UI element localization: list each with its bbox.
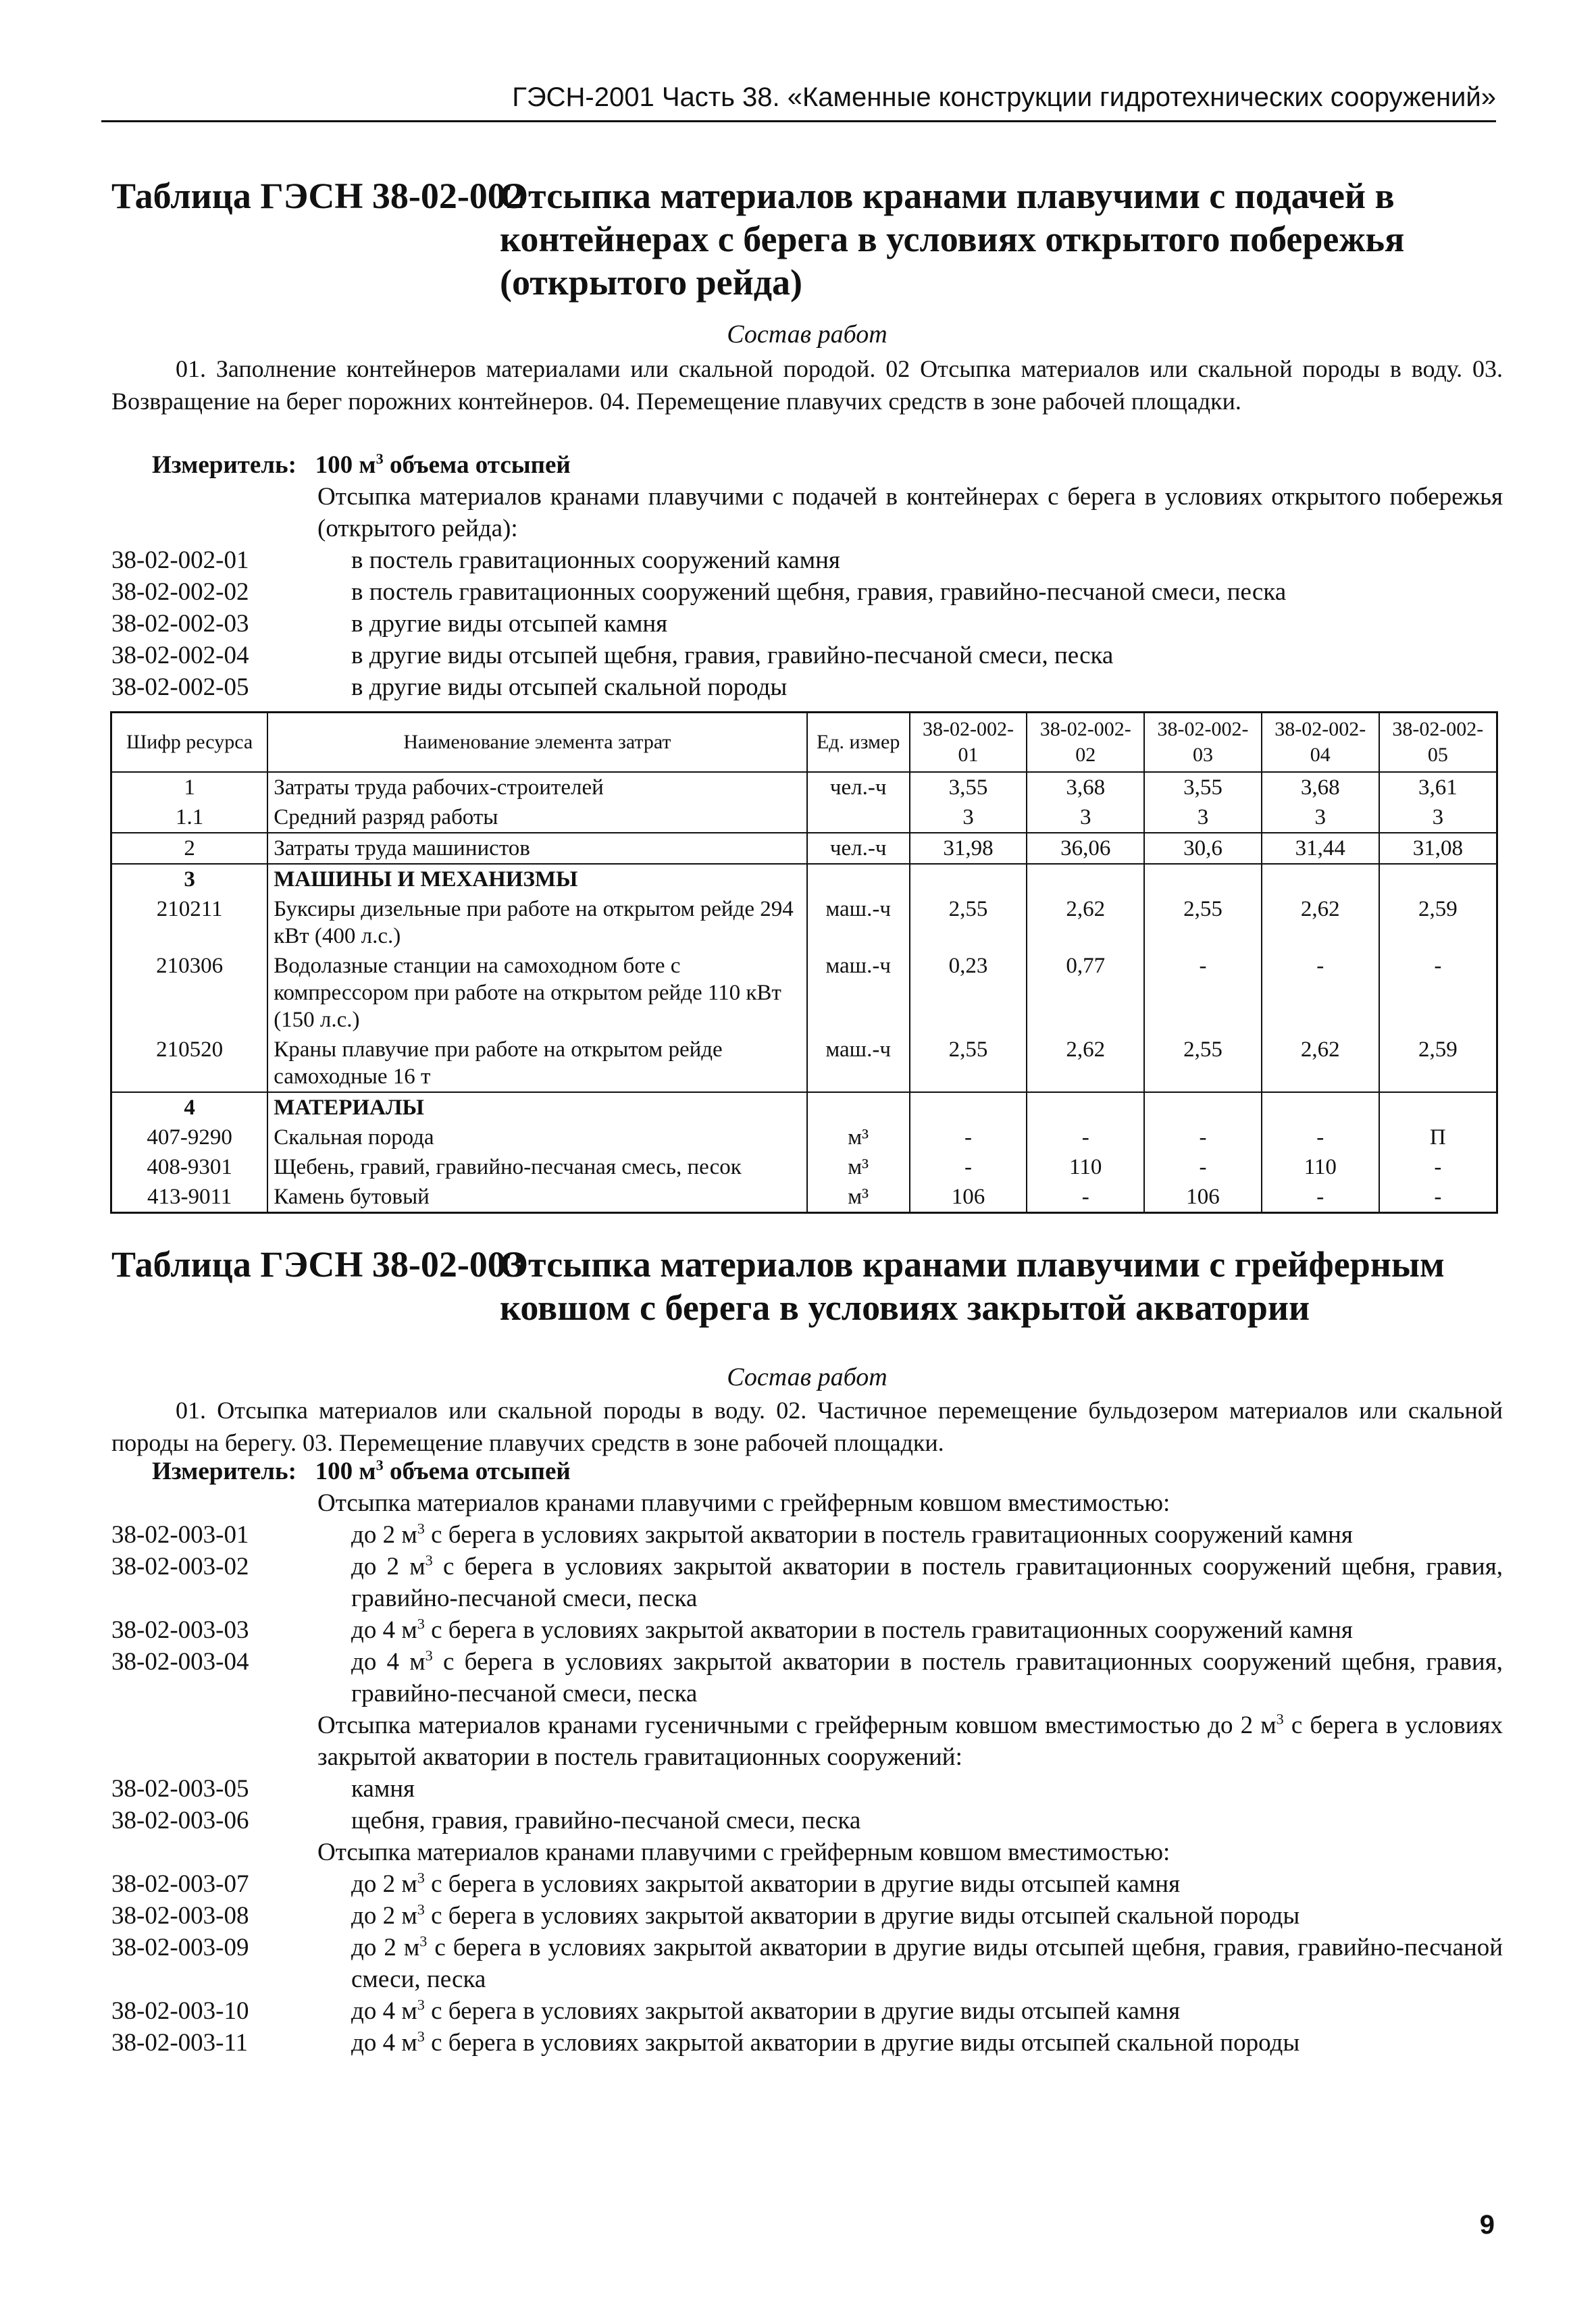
table-row (111, 1182, 1497, 1213)
table2-group1: Отсыпка материалов кранами плавучими с грейферным ковшом вместимостью: (317, 1489, 1170, 1517)
value-cell: 110 (1262, 1152, 1379, 1182)
code-row (111, 1614, 1503, 1646)
value-cell: - (1144, 951, 1262, 1035)
resource-code: 38-02-003-10 (111, 1997, 249, 2025)
code-row (111, 1773, 1503, 1805)
meter-value: 100 м (315, 1458, 376, 1485)
code-row (111, 1932, 1503, 1995)
description-text: с берега в условиях закрытой акватории в другие виды отсыпей скальной породы (431, 2029, 1300, 2057)
group2-sup: 3 (1276, 1710, 1284, 1728)
resource-code: 38-02-003-11 (111, 2029, 249, 2057)
table2-group2 (317, 1709, 1503, 1773)
description-text: с берега в условиях закрытой акватории в другие виды отсыпей камня (431, 1870, 1181, 1898)
value-cell (1262, 1092, 1379, 1123)
code-description (351, 2027, 1503, 2059)
capacity-sup: 3 (417, 1901, 425, 1918)
col-header: Ед. измер (807, 713, 910, 773)
value-cell: - (1027, 1123, 1144, 1152)
description-text: с берега в условиях закрытой акватории в другие виды отсыпей скальной породы (431, 1902, 1300, 1930)
value-cell (1027, 864, 1144, 894)
table-row (111, 1152, 1497, 1182)
resource-code-cell: 1.1 (111, 802, 268, 833)
value-cell (1027, 1092, 1144, 1123)
value-cell: 2,59 (1379, 894, 1497, 951)
table-row (111, 1092, 1497, 1123)
code-description (351, 1646, 1503, 1709)
unit-cell: м³ (807, 1152, 910, 1182)
value-cell (1262, 864, 1379, 894)
code-row (111, 1646, 1503, 1709)
value-cell: 106 (1144, 1182, 1262, 1213)
resource-code: 38-02-002-02 (111, 578, 249, 606)
capacity-prefix: до 2 м (351, 1902, 417, 1930)
value-cell (910, 1092, 1027, 1123)
code-description (351, 1932, 1503, 1995)
resource-code: 38-02-003-08 (111, 1902, 249, 1930)
capacity-sup: 3 (419, 1932, 428, 1950)
page-number: 9 (1479, 2210, 1495, 2240)
meter-label: Измеритель: (152, 451, 297, 479)
value-cell (1379, 864, 1497, 894)
code-description (351, 1868, 1503, 1900)
element-name-cell: Камень бутовый (267, 1182, 807, 1213)
value-cell: 31,98 (910, 833, 1027, 864)
value-cell: 3 (1144, 802, 1262, 833)
table-row (111, 864, 1497, 894)
code-row (111, 608, 1503, 640)
table1-title-text: Отсыпка материалов кранами плавучими с подачей в контейнерах с берега в условиях открытого побережья (открытого рейда) (500, 176, 1405, 303)
element-name-cell: МАШИНЫ И МЕХАНИЗМЫ (267, 864, 807, 894)
value-cell: 3,61 (1379, 772, 1497, 802)
table2-title-text: Отсыпка материалов кранами плавучими с грейферным ковшом с берега в условиях закрытой акватории (500, 1244, 1445, 1328)
table1-group-text: Отсыпка материалов кранами плавучими с подачей в контейнерах с берега в условиях открытого побережья (открытого рейда): (317, 483, 1503, 542)
value-cell: 31,44 (1262, 833, 1379, 864)
table2-works-heading: Состав работ (727, 1363, 887, 1391)
table1-code-list (111, 481, 1503, 703)
value-cell: 2,55 (1144, 894, 1262, 951)
resource-code-cell: 210211 (111, 894, 268, 951)
unit-cell: маш.-ч (807, 951, 910, 1035)
capacity-sup: 3 (417, 1996, 425, 2013)
resource-code-cell: 1 (111, 772, 268, 802)
value-cell: - (910, 1152, 1027, 1182)
element-name-cell: Затраты труда рабочих-строителей (267, 772, 807, 802)
resource-code-cell: 407-9290 (111, 1123, 268, 1152)
value-cell: 30,6 (1144, 833, 1262, 864)
code-description: в другие виды отсыпей камня (351, 610, 668, 638)
resource-code-cell: 408-9301 (111, 1152, 268, 1182)
table1-works-text: 01. Заполнение контейнеров материалами или скальной породой. 02 Отсыпка материалов или скальной породы в воду. 03. Возвращение на берег порожних контейнеров. 04. Перемещение плавучих средств в зоне рабочей площадки. (111, 355, 1503, 415)
resource-code: 38-02-003-09 (111, 1934, 249, 1961)
value-cell: - (1379, 1152, 1497, 1182)
element-name-cell: Водолазные станции на самоходном боте с компрессором при работе на открытом рейде 110 кВт (150 л.с.) (267, 951, 807, 1035)
value-cell (1144, 864, 1262, 894)
resource-code: 38-02-003-07 (111, 1870, 249, 1898)
capacity-prefix: до 4 м (351, 2029, 417, 2057)
table-row (111, 802, 1497, 833)
resource-code: 38-02-003-02 (111, 1553, 249, 1580)
element-name-cell: Щебень, гравий, гравийно-песчаная смесь, песок (267, 1152, 807, 1182)
value-cell: 3,55 (910, 772, 1027, 802)
element-name-cell: Краны плавучие при работе на открытом рейде самоходные 16 т (267, 1035, 807, 1092)
value-cell: 2,55 (910, 1035, 1027, 1092)
value-cell: - (1262, 1123, 1379, 1152)
code-description: в постель гравитационных сооружений камня (351, 546, 840, 574)
value-cell: 110 (1027, 1152, 1144, 1182)
unit-cell (807, 1092, 910, 1123)
resource-code: 38-02-003-05 (111, 1775, 249, 1803)
table-row (111, 833, 1497, 864)
table1-title (111, 174, 1503, 304)
element-name-cell: Буксиры дизельные при работе на открытом рейде 294 кВт (400 л.с.) (267, 894, 807, 951)
code-row (111, 544, 1503, 576)
description-text: с берега в условиях закрытой акватории в постель гравитационных сооружений камня (431, 1616, 1353, 1644)
table-header-row (111, 713, 1497, 773)
col-header: 38-02-002-02 (1027, 713, 1144, 773)
meter-sup: 3 (376, 1456, 384, 1474)
value-cell: 0,77 (1027, 951, 1144, 1035)
table2-title (111, 1243, 1503, 1329)
resource-code-cell: 2 (111, 833, 268, 864)
value-cell: 0,23 (910, 951, 1027, 1035)
description-text: с берега в условиях закрытой акватории в постель гравитационных сооружений щебня, гравия, гравийно-песчаной смеси, песка (351, 1553, 1503, 1612)
code-description: в постель гравитационных сооружений щебня, гравия, гравийно-песчаной смеси, песка (351, 578, 1287, 606)
code-description: в другие виды отсыпей скальной породы (351, 673, 788, 701)
resource-code-cell: 3 (111, 864, 268, 894)
resource-code-cell: 210520 (111, 1035, 268, 1092)
value-cell: 36,06 (1027, 833, 1144, 864)
table2-code-list (111, 1487, 1503, 2059)
capacity-prefix: до 2 м (351, 1521, 417, 1549)
capacity-prefix: до 4 м (351, 1648, 426, 1676)
capacity-sup: 3 (417, 1869, 425, 1886)
value-cell: П (1379, 1123, 1497, 1152)
description-text: с берега в условиях закрытой акватории в другие виды отсыпей камня (431, 1997, 1181, 2025)
code-row (111, 640, 1503, 671)
value-cell: 3 (1262, 802, 1379, 833)
value-cell: - (1262, 951, 1379, 1035)
unit-cell: чел.-ч (807, 772, 910, 802)
table-row (111, 894, 1497, 951)
unit-cell (807, 802, 910, 833)
unit-cell: м³ (807, 1182, 910, 1213)
table-row (111, 1123, 1497, 1152)
element-name-cell: Средний разряд работы (267, 802, 807, 833)
table-row (111, 772, 1497, 802)
code-row (111, 2027, 1503, 2059)
table1-meter (152, 450, 571, 481)
table2-meter (152, 1456, 571, 1487)
capacity-sup: 3 (417, 1520, 425, 1537)
col-header: 38-02-002-01 (910, 713, 1027, 773)
code-row (111, 1900, 1503, 1932)
resource-code: 38-02-002-05 (111, 673, 249, 701)
running-header: ГЭСН-2001 Часть 38. «Каменные конструкции гидротехнических сооружений» (101, 80, 1496, 122)
unit-cell (807, 864, 910, 894)
code-description (351, 1551, 1503, 1614)
unit-cell: чел.-ч (807, 833, 910, 864)
capacity-sup: 3 (417, 2028, 425, 2045)
value-cell: 3 (910, 802, 1027, 833)
group2-rest: с берега в условиях закрытой акватории в постель гравитационных сооружений: (317, 1712, 1503, 1771)
value-cell: 3 (1027, 802, 1144, 833)
value-cell (910, 864, 1027, 894)
resource-code-cell: 4 (111, 1092, 268, 1123)
value-cell: 31,08 (1379, 833, 1497, 864)
value-cell: 2,59 (1379, 1035, 1497, 1092)
resource-code-cell: 413-9011 (111, 1182, 268, 1213)
table2-group3: Отсыпка материалов кранами плавучими с грейферным ковшом вместимостью: (317, 1839, 1170, 1866)
table1-title-code: Таблица ГЭСН 38-02-002 (111, 176, 524, 216)
value-cell: 3 (1379, 802, 1497, 833)
col-header: 38-02-002-03 (1144, 713, 1262, 773)
description-text: с берега в условиях закрытой акватории в другие виды отсыпей щебня, гравия, гравийно-песчаной смеси, песка (351, 1934, 1503, 1993)
col-header: 38-02-002-05 (1379, 713, 1497, 773)
capacity-prefix: до 4 м (351, 1997, 417, 2025)
element-name-cell: Скальная порода (267, 1123, 807, 1152)
value-cell (1379, 1092, 1497, 1123)
meter-rest: объема отсыпей (389, 451, 571, 479)
code-description (351, 1519, 1503, 1551)
code-description (351, 1995, 1503, 2027)
capacity-prefix: до 2 м (351, 1870, 417, 1898)
value-cell: 2,55 (910, 894, 1027, 951)
code-description: щебня, гравия, гравийно-песчаной смеси, песка (351, 1807, 861, 1834)
col-header: Наименование элемента затрат (267, 713, 807, 773)
value-cell: - (1379, 951, 1497, 1035)
capacity-prefix: до 2 м (351, 1553, 426, 1580)
code-row (111, 1551, 1503, 1614)
code-row (111, 576, 1503, 608)
code-row (111, 1805, 1503, 1836)
code-row (111, 1868, 1503, 1900)
description-text: с берега в условиях закрытой акватории в постель гравитационных сооружений щебня, гравия, гравийно-песчаной смеси, песка (351, 1648, 1503, 1707)
value-cell: 2,62 (1262, 894, 1379, 951)
capacity-sup: 3 (417, 1615, 425, 1632)
table1-works-heading: Состав работ (727, 320, 887, 349)
table-row (111, 951, 1497, 1035)
value-cell: - (1379, 1182, 1497, 1213)
value-cell: 2,62 (1027, 894, 1144, 951)
resource-code: 38-02-003-06 (111, 1807, 249, 1834)
value-cell: 3,55 (1144, 772, 1262, 802)
table-row (111, 1035, 1497, 1092)
value-cell: - (1027, 1182, 1144, 1213)
value-cell: - (910, 1123, 1027, 1152)
resource-code: 38-02-003-03 (111, 1616, 249, 1644)
meter-sup: 3 (376, 450, 384, 467)
unit-cell: м³ (807, 1123, 910, 1152)
resource-code: 38-02-002-01 (111, 546, 249, 574)
value-cell: - (1144, 1152, 1262, 1182)
code-description: в другие виды отсыпей щебня, гравия, гравийно-песчаной смеси, песка (351, 642, 1114, 669)
capacity-prefix: до 4 м (351, 1616, 417, 1644)
value-cell: 3,68 (1262, 772, 1379, 802)
resource-code: 38-02-003-04 (111, 1648, 249, 1676)
capacity-prefix: до 2 м (351, 1934, 420, 1961)
value-cell: 2,62 (1027, 1035, 1144, 1092)
unit-cell: маш.-ч (807, 894, 910, 951)
table2-title-code: Таблица ГЭСН 38-02-003 (111, 1244, 524, 1285)
code-description (351, 1900, 1503, 1932)
code-description: камня (351, 1775, 415, 1803)
meter-rest: объема отсыпей (389, 1458, 571, 1485)
resource-code-cell: 210306 (111, 951, 268, 1035)
code-row (111, 1519, 1503, 1551)
group2-pre: Отсыпка материалов кранами гусеничными с грейферным ковшом вместимостью до 2 м (317, 1712, 1277, 1739)
meter-value: 100 м (315, 451, 376, 479)
value-cell: 2,62 (1262, 1035, 1379, 1092)
meter-label: Измеритель: (152, 1458, 297, 1485)
value-cell (1144, 1092, 1262, 1123)
unit-cell: маш.-ч (807, 1035, 910, 1092)
resource-code: 38-02-002-04 (111, 642, 249, 669)
resource-code: 38-02-003-01 (111, 1521, 249, 1549)
element-name-cell: МАТЕРИАЛЫ (267, 1092, 807, 1123)
value-cell: 106 (910, 1182, 1027, 1213)
value-cell: - (1262, 1182, 1379, 1213)
capacity-sup: 3 (425, 1551, 433, 1569)
value-cell: 2,55 (1144, 1035, 1262, 1092)
capacity-sup: 3 (425, 1647, 433, 1664)
code-description (351, 1614, 1503, 1646)
resource-code: 38-02-002-03 (111, 610, 249, 638)
description-text: с берега в условиях закрытой акватории в постель гравитационных сооружений камня (431, 1521, 1353, 1549)
value-cell: - (1144, 1123, 1262, 1152)
code-row (111, 671, 1503, 703)
table2-works-text: 01. Отсыпка материалов или скальной породы в воду. 02. Частичное перемещение бульдозером материалов или скальной породы на берегу. 03. Перемещение плавучих средств в зоне рабочей площадки. (111, 1397, 1503, 1456)
table1-costs-table (110, 711, 1498, 1214)
element-name-cell: Затраты труда машинистов (267, 833, 807, 864)
col-header: 38-02-002-04 (1262, 713, 1379, 773)
code-row (111, 1995, 1503, 2027)
col-header: Шифр ресурса (111, 713, 268, 773)
value-cell: 3,68 (1027, 772, 1144, 802)
